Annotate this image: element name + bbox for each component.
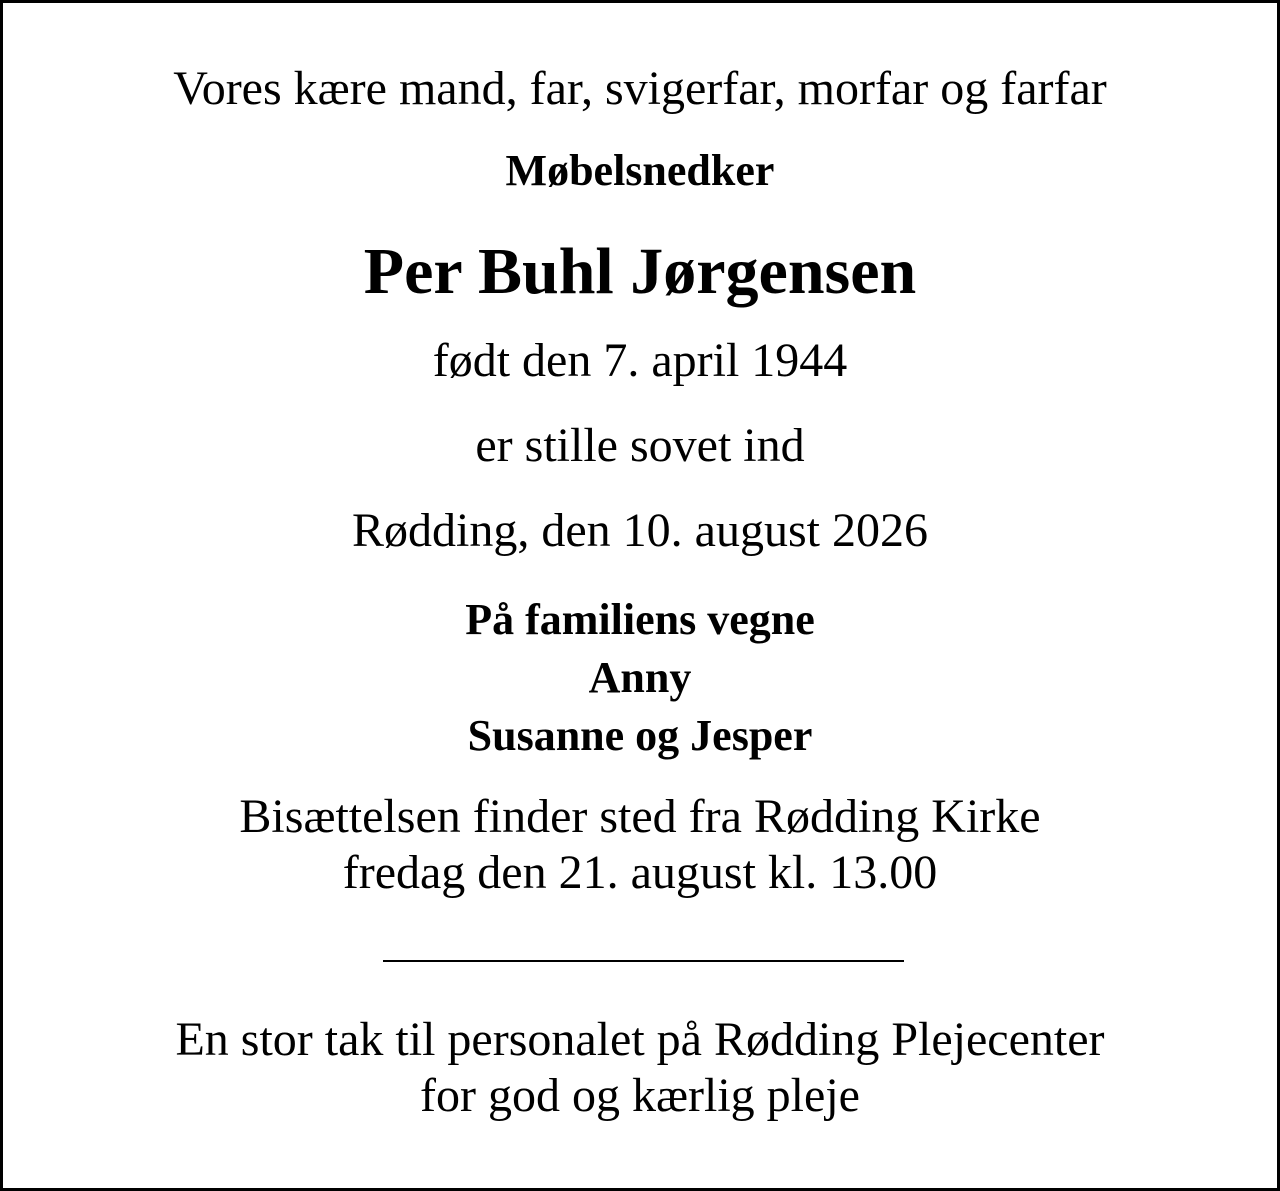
intro-text: Vores kære mand, far, svigerfar, morfar og farfar bbox=[173, 62, 1107, 115]
thanks-line: En stor tak til personalet på Rødding Plejecenter bbox=[175, 1013, 1105, 1066]
deceased-name: Per Buhl Jørgensen bbox=[363, 235, 917, 308]
family-member: Anny bbox=[588, 653, 692, 702]
passing-text: er stille sovet ind bbox=[475, 419, 805, 472]
divider-line bbox=[383, 960, 904, 962]
thanks-message bbox=[3, 1012, 1277, 1124]
place-and-date: Rødding, den 10. august 2026 bbox=[352, 504, 928, 557]
thanks-line: for god og kærlig pleje bbox=[420, 1069, 860, 1122]
funeral-service-info bbox=[3, 789, 1277, 901]
service-location: Bisættelsen finder sted fra Rødding Kirke bbox=[239, 790, 1041, 843]
birth-date: født den 7. april 1944 bbox=[432, 334, 848, 387]
occupation-title: Møbelsnedker bbox=[505, 146, 775, 195]
service-time: fredag den 21. august kl. 13.00 bbox=[342, 846, 938, 899]
family-heading: På familiens vegne bbox=[465, 595, 815, 644]
family-signature bbox=[3, 591, 1277, 765]
family-member: Susanne og Jesper bbox=[467, 711, 813, 760]
